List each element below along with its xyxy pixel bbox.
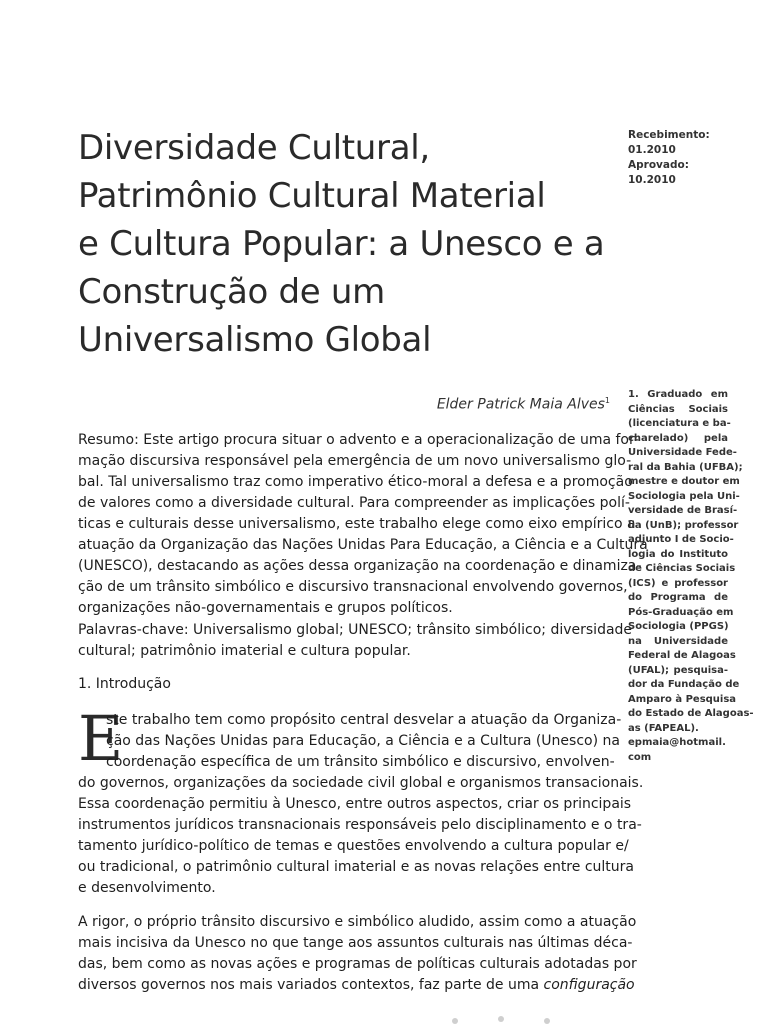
italic-term: configuração [543, 977, 635, 993]
article-title [78, 124, 618, 364]
title-line: Diversidade Cultural, [78, 128, 430, 168]
body-text: diversos governos nos mais variados contextos, faz parte de uma [78, 977, 544, 993]
abstract-line: Resumo: Este artigo procura situar o advento e a operacionalização de uma for- [78, 432, 639, 448]
keywords-line: Palavras-chave: Universalismo global; UNESCO; trânsito simbólico; diversidade [78, 622, 633, 638]
footnote-line: do Estado de Alagoas- [628, 708, 754, 719]
footnote-line: logia do Instituto [628, 548, 728, 560]
abstract [78, 430, 648, 619]
keywords-line: cultural; patrimônio imaterial e cultura popular. [78, 643, 411, 659]
footnote-line: versidade de Brasí- [628, 505, 738, 516]
introduction-paragraph [78, 702, 644, 899]
body-line: A rigor, o próprio trânsito discursivo e simbólico aludido, assim como a atuação [78, 914, 637, 930]
footnote-line: charelado) pela [628, 432, 728, 444]
body-line: ste trabalho tem como propósito central desvelar a atuação da Organiza- [106, 712, 622, 728]
second-paragraph [78, 912, 637, 996]
body-line: do governos, organizações da sociedade civil global e organismos transacionais. [78, 775, 644, 791]
approved-label: Aprovado: [628, 159, 689, 171]
footnote-line: (UFAL); pesquisa- [628, 664, 728, 676]
received-date: 01.2010 [628, 144, 676, 156]
footnote-line: Sociologia pela Uni- [628, 490, 740, 502]
footnote-line: 1. Graduado em [628, 389, 728, 400]
body-line: ou tradicional, o patrimônio cultural imaterial e as novas relações entre cultura [78, 859, 634, 875]
footnote-line: na Universidade [628, 635, 728, 647]
body-line: tamento jurídico-político de temas e questões envolvendo a cultura popular e/ [78, 838, 629, 854]
body-line: ção das Nações Unidas para Educação, a Ciência e a Cultura (Unesco) na [106, 733, 620, 749]
footnote-line: Sociologia (PPGS) [628, 621, 729, 632]
title-line: Universalismo Global [78, 320, 432, 360]
submission-dates [628, 128, 738, 188]
keywords [78, 620, 633, 662]
footnote-line: dor da Fundação de [628, 679, 740, 690]
abstract-line: (UNESCO), destacando as ações dessa organização na coordenação e dinamiza- [78, 558, 642, 574]
footnote-line: Ciências Sociais [628, 403, 728, 415]
footnote-line: Pós-Graduação em [628, 606, 734, 618]
footnote-line: adjunto I de Socio- [628, 534, 734, 545]
footnote-mark[interactable]: 1 [604, 396, 610, 405]
received-label: Recebimento: [628, 129, 710, 141]
page-bottom-ornament [452, 1016, 552, 1024]
footnote-line: com [628, 751, 652, 763]
footnote-line: mestre e doutor em [628, 476, 740, 487]
footnote-line: lia (UnB); professor [628, 519, 739, 531]
body-line [78, 975, 635, 996]
body-line: instrumentos jurídicos transnacionais responsáveis pelo disciplinamento e o tra- [78, 817, 642, 833]
abstract-line: ção de um trânsito simbólico e discursivo transnacional envolvendo governos, [78, 579, 628, 595]
section-heading: 1. Introdução [78, 676, 171, 692]
body-line: Essa coordenação permitiu à Unesco, entre outros aspectos, criar os principais [78, 796, 632, 812]
body-line: mais incisiva da Unesco no que tange aos assuntos culturais nas últimas déca- [78, 935, 633, 951]
author-footnote [628, 388, 754, 765]
title-line: e Cultura Popular: a Unesco e a [78, 224, 605, 264]
footnote-line: (ICS) e professor [628, 577, 728, 589]
drop-cap: E [78, 702, 124, 775]
abstract-line: atuação da Organização das Nações Unidas Para Educação, a Ciência e a Cultura [78, 537, 648, 553]
footnote-line: de Ciências Sociais [628, 563, 736, 574]
footnote-line: (licenciatura e ba- [628, 418, 731, 429]
body-line: coordenação específica de um trânsito simbólico e discursivo, envolven- [106, 754, 615, 770]
title-line: Patrimônio Cultural Material [78, 176, 546, 216]
footnote-line: ral da Bahia (UFBA); [628, 461, 743, 473]
footnote-line: epmaia@hotmail. [628, 737, 726, 748]
title-line: Construção de um [78, 272, 385, 312]
footnote-line: do Programa de [628, 592, 728, 603]
author-name: Elder Patrick Maia Alves [436, 396, 605, 413]
abstract-line: bal. Tal universalismo traz como imperativo ético-moral a defesa e a promoção [78, 474, 633, 490]
abstract-line: organizações não-governamentais e grupos políticos. [78, 600, 453, 616]
approved-date: 10.2010 [628, 174, 676, 186]
body-line: e desenvolvimento. [78, 880, 216, 896]
abstract-line: de valores como a diversidade cultural. Para compreender as implicações polí- [78, 495, 630, 511]
author-byline [437, 396, 610, 413]
abstract-line: mação discursiva responsável pela emergência de um novo universalismo glo- [78, 453, 632, 469]
body-line: das, bem como as novas ações e programas de políticas culturais adotadas por [78, 956, 637, 972]
footnote-line: Amparo à Pesquisa [628, 693, 737, 705]
footnote-line: Federal de Alagoas [628, 650, 736, 661]
footnote-line: Universidade Fede- [628, 447, 737, 458]
abstract-line: ticas e culturais desse universalismo, este trabalho elege como eixo empírico a [78, 516, 636, 532]
footnote-line: as (FAPEAL). [628, 722, 699, 734]
